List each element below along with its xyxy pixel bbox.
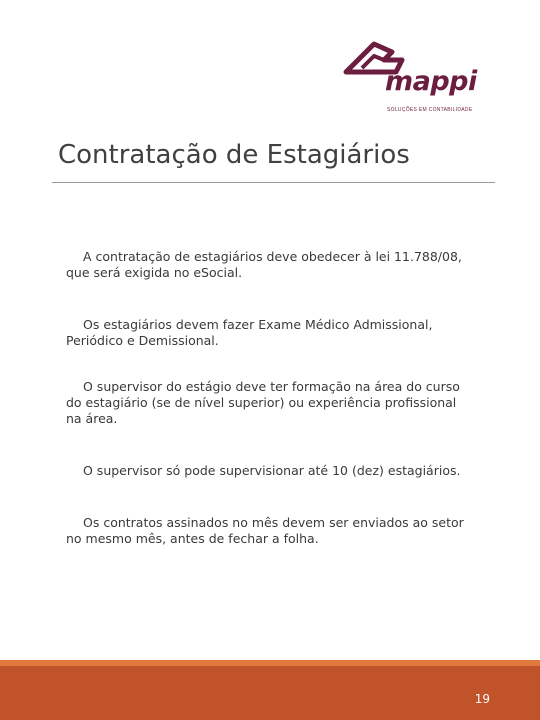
logo-tagline: SOLUÇÕES EM CONTABILIDADE: [387, 107, 473, 113]
paragraph-contracts: Os contratos assinados no mês devem ser enviados ao setor no mesmo mês, antes de fechar a folha.: [66, 515, 464, 546]
footer-bar: [0, 666, 540, 720]
paragraph-medical-exam: Os estagiários devem fazer Exame Médico Admissional, Periódico e Demissional.: [66, 317, 433, 348]
logo-wordmark: mappi: [385, 66, 477, 97]
mappi-logo: [340, 38, 475, 118]
paragraph-law: A contratação de estagiários deve obedecer à lei 11.788/08, que será exigida no eSocial.: [66, 249, 462, 280]
paragraph-supervisor-limit: O supervisor só pode supervisionar até 10 (dez) estagiários.: [83, 463, 461, 478]
slide-title: Contratação de Estagiários: [58, 140, 410, 170]
title-divider: [52, 182, 495, 183]
page-number: 19: [474, 692, 490, 706]
paragraph-supervisor-qualification: O supervisor do estágio deve ter formação na área do curso do estagiário (se de nível superior) ou experiência profissional na área.: [66, 379, 460, 426]
